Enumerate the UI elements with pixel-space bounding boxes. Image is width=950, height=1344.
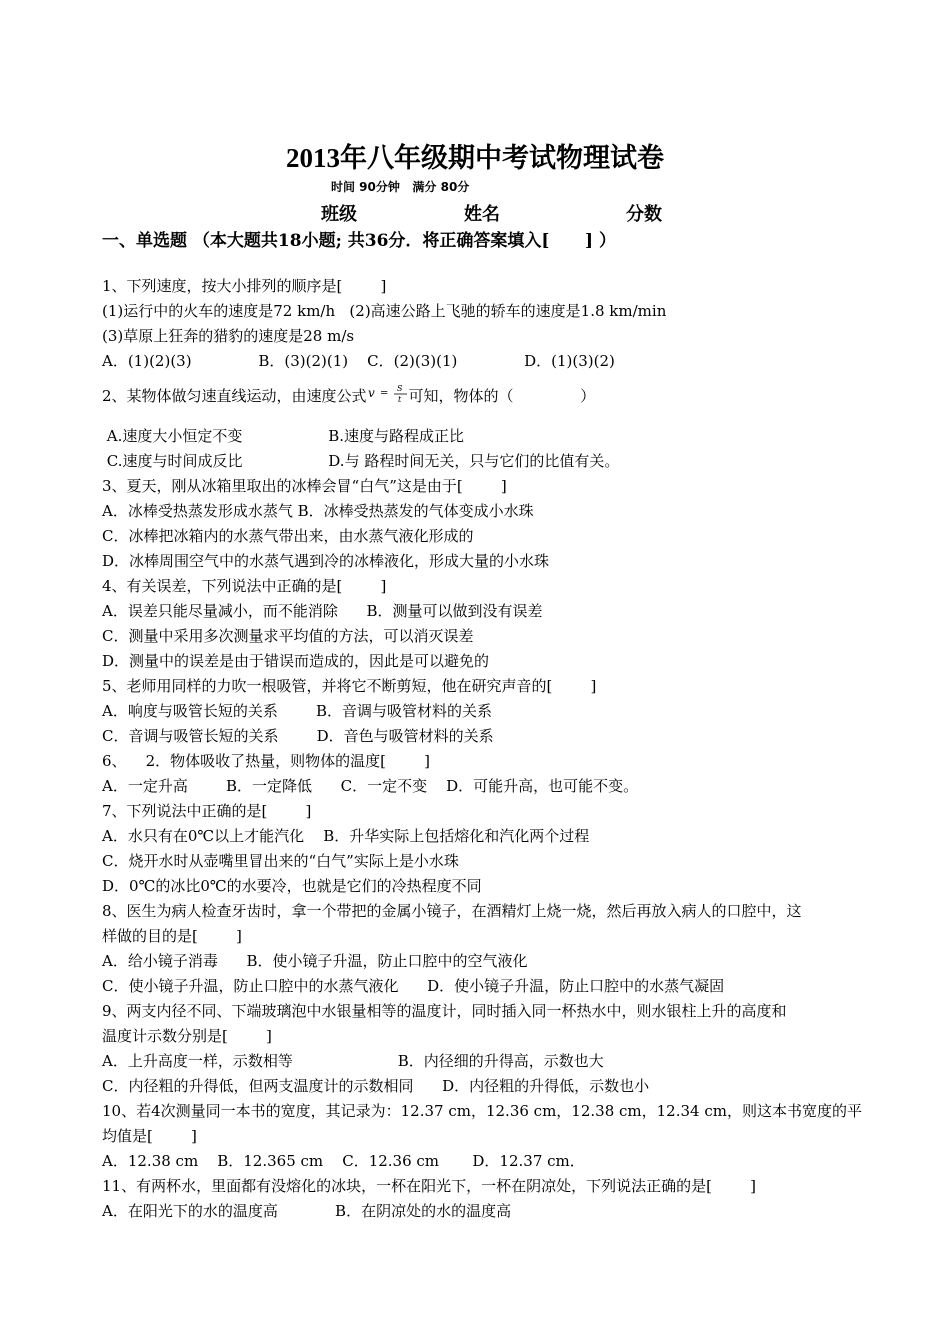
speed-formula — [367, 383, 409, 403]
question-line-text: C.速度与时间成反比 D.与 路程时间无关，只与它们的比值有关。 — [102, 452, 620, 470]
question-line-text: 均值是[ ] — [102, 1127, 197, 1145]
question-line — [102, 676, 596, 696]
question-line — [102, 1026, 272, 1046]
exam-info: 时间 90分钟 满分 80分 — [331, 180, 470, 194]
question-line-text: A．在阳光下的水的温度高 B．在阴凉处的水的温度高 — [102, 1202, 512, 1220]
question-line — [102, 501, 534, 521]
question-line-text: A．上升高度一样，示数相等 B．内径细的升得高，示数也大 — [102, 1052, 604, 1070]
question-line — [102, 876, 482, 896]
formula-t: t — [397, 395, 401, 403]
question-line — [102, 526, 473, 546]
question-line — [102, 451, 619, 471]
question-line-text-after: 可知，物体的（ ） — [408, 387, 596, 405]
question-line-text: A．12.38 cm B．12.365 cm C．12.36 cm D．12.37 cm． — [102, 1152, 585, 1170]
question-line — [102, 801, 311, 821]
question-line — [102, 1176, 756, 1196]
question-line — [102, 1126, 197, 1146]
name-field-label: 姓名 — [464, 204, 500, 225]
question-line-text: 9、两支内径不同、下端玻璃泡中水银量相等的温度计，同时插入同一杯热水中，则水银柱上升的高度和 — [102, 1002, 787, 1020]
question-line — [102, 601, 542, 621]
question-line-text: 7、下列说法中正确的是[ ] — [102, 802, 312, 820]
question-line-text: A．响度与吸管长短的关系 B．音调与吸管材料的关系 — [102, 702, 493, 720]
question-line — [102, 651, 489, 671]
question-line-text: 5、老师用同样的力吹一根吸管，并将它不断剪短，他在研究声音的[ ] — [102, 677, 597, 695]
question-line — [102, 926, 242, 946]
question-line-text: 3、夏天，刚从冰箱里取出的冰棒会冒“白气”这是由于[ ] — [102, 477, 507, 495]
question-line — [102, 726, 494, 746]
question-line — [102, 776, 638, 796]
question-line-text: 2、某物体做匀速直线运动，由速度公式 — [102, 387, 367, 405]
question-line — [102, 301, 666, 321]
formula-s: S — [396, 384, 403, 393]
question-line-text: A．一定升高 B．一定降低 C．一定不变 D．可能升高，也可能不变。 — [102, 777, 639, 795]
question-line-text: A．水只有在0℃以上才能汽化 B．升华实际上包括熔化和汽化两个过程 — [102, 827, 590, 845]
question-line-text: A．冰棒受热蒸发形成水蒸气 B．冰棒受热蒸发的气体变成小水珠 — [102, 502, 534, 520]
question-line — [102, 276, 386, 296]
question-line-text: C．测量中采用多次测量求平均值的方法，可以消灭误差 — [102, 627, 474, 645]
formula-equals: = — [379, 388, 388, 399]
question-line-text: D．测量中的误差是由于错误而造成的，因此是可以避免的 — [102, 652, 490, 670]
question-line-text: D．0℃的冰比0℃的水要冷，也就是它们的冷热程度不同 — [102, 877, 482, 895]
question-line-text: 8、医生为病人检查牙齿时，拿一个带把的金属小镜子，在酒精灯上烧一烧，然后再放入病人的口腔中，这 — [102, 902, 802, 920]
question-line-text: 11、有两杯水，里面都有没熔化的冰块，一杯在阳光下，一杯在阴凉处，下列说法正确的是[ ] — [102, 1177, 756, 1195]
question-line — [102, 951, 527, 971]
question-line-text: C．使小镜子升温，防止口腔中的水蒸气液化 D．使小镜子升温，防止口腔中的水蒸气凝固 — [102, 977, 725, 995]
question-line — [102, 701, 492, 721]
question-line-text: A．(1)(2)(3) B．(3)(2)(1) C．(2)(3)(1) D．(1)(3)(2) — [102, 352, 615, 370]
question-line — [102, 476, 507, 496]
question-line-text: 4、有关误差，下列说法中正确的是[ ] — [102, 577, 387, 595]
question-line-text: C．音调与吸管长短的关系 D．音色与吸管材料的关系 — [102, 727, 494, 745]
question-line — [102, 976, 724, 996]
class-field-label: 班级 — [321, 204, 357, 225]
question-line — [102, 1101, 862, 1121]
question-line — [102, 751, 430, 771]
question-line — [102, 426, 464, 446]
question-line — [102, 326, 354, 346]
question-line — [102, 826, 589, 846]
score-field-label: 分数 — [626, 204, 662, 225]
question-line — [102, 1151, 585, 1171]
question-line — [102, 576, 386, 596]
question-line-text: C．冰棒把冰箱内的水蒸气带出来，由水蒸气液化形成的 — [102, 527, 474, 545]
question-line — [102, 551, 549, 571]
question-line — [102, 851, 459, 871]
question-line — [102, 1076, 649, 1096]
question-line-text: A.速度大小恒定不变 B.速度与路程成正比 — [102, 427, 464, 445]
question-line — [102, 386, 595, 407]
question-line-text: A．误差只能尽量减小，而不能消除 B．测量可以做到没有误差 — [102, 602, 543, 620]
question-line-text: C．烧开水时从壶嘴里冒出来的“白气”实际上是小水珠 — [102, 852, 459, 870]
question-line — [102, 901, 802, 921]
question-line — [102, 626, 473, 646]
question-line-text: A．给小镜子消毒 B．使小镜子升温，防止口腔中的空气液化 — [102, 952, 528, 970]
question-line-text: (1)运行中的火车的速度是72 km/h (2)高速公路上飞驰的轿车的速度是1.8 km/min — [102, 302, 667, 320]
section-heading: 一、单选题 （本大题共18小题; 共36分．将正确答案填入[ ] ） — [102, 231, 616, 251]
formula-v: v — [367, 386, 375, 400]
question-line-text: (3)草原上狂奔的猎豹的速度是28 m/s — [102, 327, 355, 345]
question-line — [102, 1001, 787, 1021]
question-line — [102, 1051, 604, 1071]
page-title: 2013年八年级期中考试物理试卷 — [286, 143, 664, 173]
question-line-text: 1、下列速度，按大小排列的顺序是[ ] — [102, 277, 387, 295]
question-line — [102, 1201, 511, 1221]
question-line-text: 10、若4次测量同一本书的宽度，其记录为：12.37 cm，12.36 cm，12.38 cm，12.34 cm，则这本书宽度的平 — [102, 1102, 862, 1120]
question-line-text: C．内径粗的升得低，但两支温度计的示数相同 D．内径粗的升得低，示数也小 — [102, 1077, 650, 1095]
question-line-text: 6、 2．物体吸收了热量，则物体的温度[ ] — [102, 752, 431, 770]
question-line-text: 样做的目的是[ ] — [102, 927, 242, 945]
question-line-text: D．冰棒周围空气中的水蒸气遇到冷的冰棒液化，形成大量的小水珠 — [102, 552, 550, 570]
question-line — [102, 351, 615, 371]
question-line-text: 温度计示数分别是[ ] — [102, 1027, 272, 1045]
